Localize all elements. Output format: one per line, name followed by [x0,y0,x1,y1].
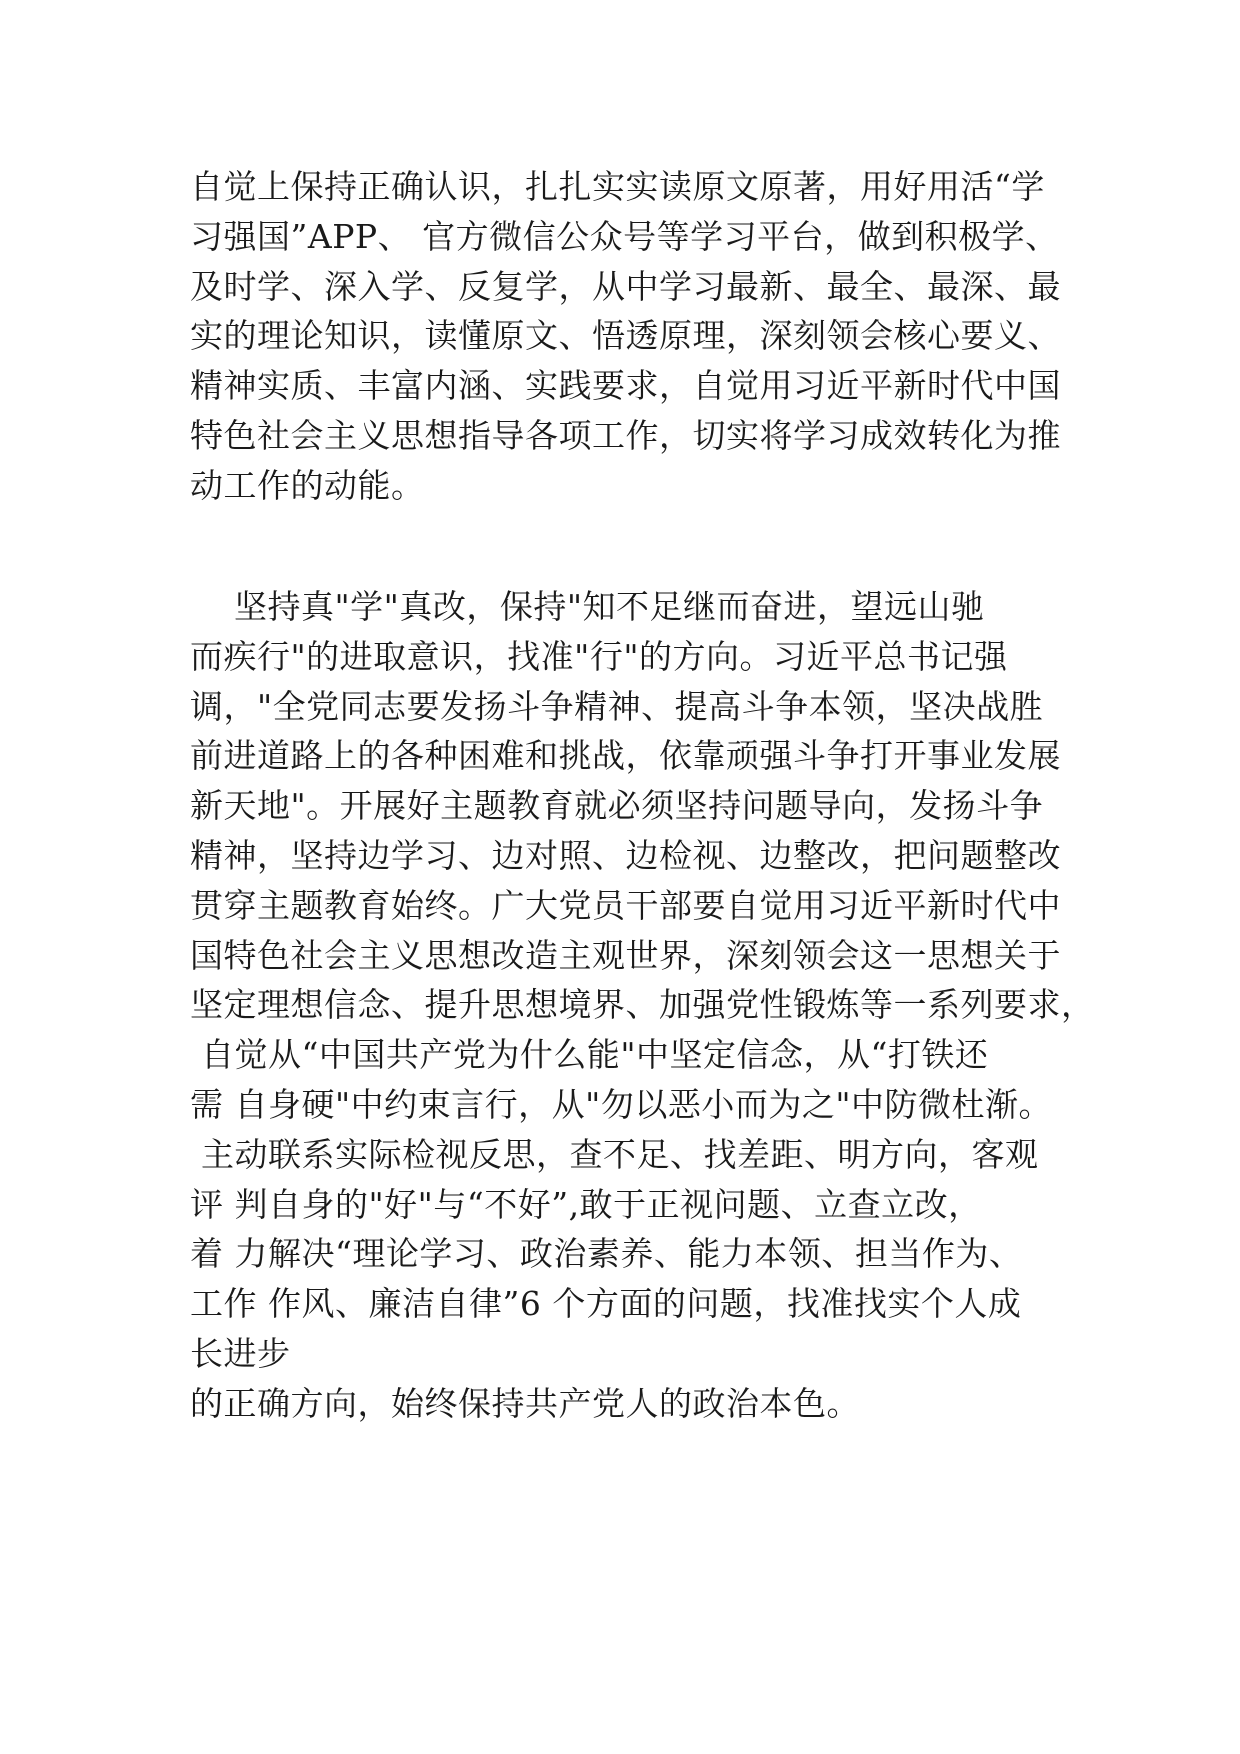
text-line: 坚定理想信念、提升思想境界、加强党性锻炼等一系列要求， [190,985,1095,1025]
text-line: 实的理论知识，读懂原文、悟透原理，深刻领会核心要义、 [190,316,1061,356]
text-line: 习强国”APP、 官方微信公众号等学习平台，做到积极学、 [190,216,1059,256]
paragraph-1 [190,162,1070,511]
text-line: 国特色社会主义思想改造主观世界，深刻领会这一思想关于 [190,935,1061,975]
text-line: 精神实质、丰富内涵、实践要求，自觉用习近平新时代中国 [190,366,1061,406]
text-line: 长进步 [190,1333,291,1373]
paragraph-2 [190,582,1095,1429]
text-line: 的正确方向，始终保持共产党人的政治本色。 [190,1383,860,1423]
text-line: 自觉从“中国共产党为什么能"中坚定信念，从“打铁还 [190,1035,989,1075]
text-line: 前进道路上的各种困难和挑战，依靠顽强斗争打开事业发展 [190,736,1061,776]
text-line: 贯穿主题教育始终。广大党员干部要自觉用习近平新时代中 [190,885,1061,925]
text-line: 坚持真"学"真改，保持"知不足继而奋进，望远山驰 [190,587,985,626]
text-line: 及时学、深入学、反复学，从中学习最新、最全、最深、最 [190,266,1061,306]
text-line: 动工作的动能。 [190,465,425,505]
text-line: 调，"全党同志要发扬斗争精神、提高斗争本领，坚决战胜 [190,686,1044,726]
text-line: 工作 作风、廉洁自律”6 个方面的问题，找准找实个人成 [190,1284,1022,1324]
text-line: 精神，坚持边学习、边对照、边检视、边整改，把问题整改 [190,835,1061,875]
text-line: 需 自身硬"中约束言行，从"勿以恶小而为之"中防微杜渐。 [190,1084,1053,1124]
text-line: 特色社会主义思想指导各项工作，切实将学习成效转化为推 [190,415,1061,455]
text-line: 自觉上保持正确认识，扎扎实实读原文原著，用好用活“学 [190,167,1045,206]
text-line: 着 力解决“理论学习、政治素养、能力本领、担当作为、 [190,1234,1023,1274]
text-line: 而疾行"的进取意识，找准"行"的方向。习近平总书记强 [190,636,1008,676]
text-line: 新天地"。开展好主题教育就必须坚持问题导向，发扬斗争 [190,786,1044,826]
text-line: 评 判自身的"好"与“不好”,敢于正视问题、立查立改， [190,1184,982,1224]
text-line: 主动联系实际检视反思，查不足、找差距、明方向，客观 [190,1134,1039,1174]
